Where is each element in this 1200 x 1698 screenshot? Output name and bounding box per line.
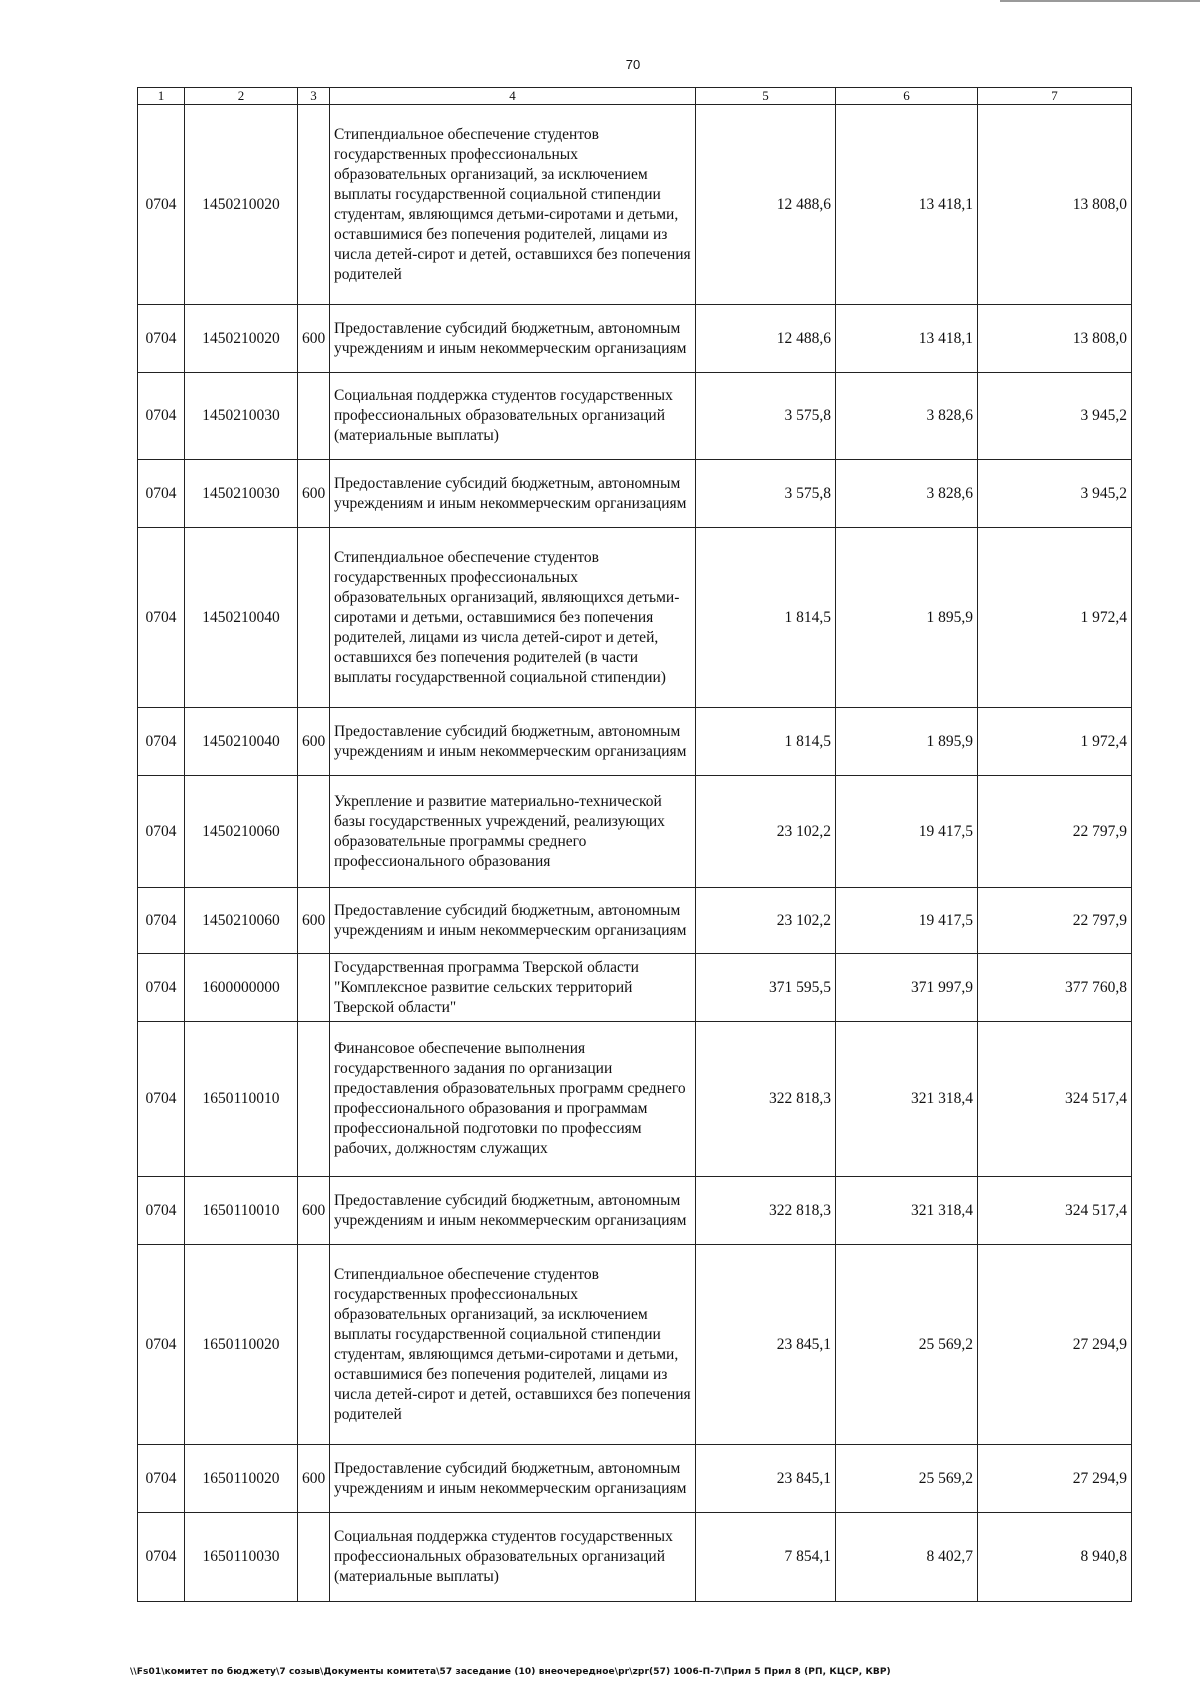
amount-year-1: 23 845,1 (696, 1245, 836, 1445)
amount-year-3: 3 945,2 (978, 373, 1132, 460)
table-row (138, 528, 1132, 708)
item-description: Предоставление субсидий бюджетным, автономным учреждениям и иным некоммерческим организациям (330, 888, 696, 954)
table-row (138, 305, 1132, 373)
table-row (138, 954, 1132, 1022)
item-description: Социальная поддержка студентов государственных профессиональных образовательных организаций (материальные выплаты) (330, 373, 696, 460)
target-article-code: 1450210040 (185, 528, 298, 708)
amount-year-3: 3 945,2 (978, 460, 1132, 528)
amount-year-1: 23 102,2 (696, 776, 836, 888)
item-description: Предоставление субсидий бюджетным, автономным учреждениям и иным некоммерческим организациям (330, 1177, 696, 1245)
budget-table (137, 87, 1132, 1602)
target-article-code: 1650110010 (185, 1022, 298, 1177)
item-description: Стипендиальное обеспечение студентов государственных профессиональных образовательных организаций, за исключением выплаты государственной социальной стипендии студентам, являющимся детьми-сиротами и детьми, оставшимися без попечения родителей, лицами из числа детей-сирот и детей, оставшихся без попечения родителей (330, 105, 696, 305)
amount-year-1: 3 575,8 (696, 373, 836, 460)
expense-type-code: 600 (298, 1177, 330, 1245)
section-code: 0704 (138, 776, 185, 888)
section-code: 0704 (138, 954, 185, 1022)
target-article-code: 1450210020 (185, 105, 298, 305)
section-code: 0704 (138, 528, 185, 708)
amount-year-2: 8 402,7 (836, 1513, 978, 1602)
section-code: 0704 (138, 708, 185, 776)
amount-year-1: 371 595,5 (696, 954, 836, 1022)
expense-type-code: 600 (298, 708, 330, 776)
target-article-code: 1650110010 (185, 1177, 298, 1245)
section-code: 0704 (138, 1022, 185, 1177)
table-row (138, 1445, 1132, 1513)
item-description: Предоставление субсидий бюджетным, автономным учреждениям и иным некоммерческим организациям (330, 305, 696, 373)
amount-year-2: 13 418,1 (836, 305, 978, 373)
target-article-code: 1450210060 (185, 888, 298, 954)
amount-year-1: 1 814,5 (696, 528, 836, 708)
table-row (138, 1177, 1132, 1245)
section-code: 0704 (138, 305, 185, 373)
column-header: 5 (696, 88, 836, 105)
amount-year-1: 322 818,3 (696, 1177, 836, 1245)
item-description: Социальная поддержка студентов государственных профессиональных образовательных организаций (материальные выплаты) (330, 1513, 696, 1602)
amount-year-2: 19 417,5 (836, 888, 978, 954)
target-article-code: 1450210030 (185, 460, 298, 528)
table-row (138, 708, 1132, 776)
amount-year-3: 324 517,4 (978, 1177, 1132, 1245)
amount-year-3: 324 517,4 (978, 1022, 1132, 1177)
amount-year-2: 13 418,1 (836, 105, 978, 305)
amount-year-3: 22 797,9 (978, 776, 1132, 888)
expense-type-code: 600 (298, 1445, 330, 1513)
expense-type-code (298, 954, 330, 1022)
expense-type-code: 600 (298, 460, 330, 528)
section-code: 0704 (138, 1445, 185, 1513)
item-description: Укрепление и развитие материально-технической базы государственных учреждений, реализующих образовательные программы среднего профессионального образования (330, 776, 696, 888)
table-row (138, 373, 1132, 460)
target-article-code: 1650110020 (185, 1245, 298, 1445)
column-header: 4 (330, 88, 696, 105)
table-row (138, 105, 1132, 305)
section-code: 0704 (138, 105, 185, 305)
column-header: 6 (836, 88, 978, 105)
expense-type-code (298, 776, 330, 888)
item-description: Стипендиальное обеспечение студентов государственных профессиональных образовательных организаций, за исключением выплаты государственной социальной стипендии студентам, являющимся детьми-сиротами и детьми, оставшимися без попечения родителей, лицами из числа детей-сирот и детей, оставшихся без попечения родителей (330, 1245, 696, 1445)
section-code: 0704 (138, 460, 185, 528)
expense-type-code (298, 1022, 330, 1177)
amount-year-3: 22 797,9 (978, 888, 1132, 954)
amount-year-3: 1 972,4 (978, 528, 1132, 708)
target-article-code: 1650110020 (185, 1445, 298, 1513)
amount-year-1: 12 488,6 (696, 305, 836, 373)
amount-year-2: 1 895,9 (836, 708, 978, 776)
amount-year-1: 23 845,1 (696, 1445, 836, 1513)
item-description: Предоставление субсидий бюджетным, автономным учреждениям и иным некоммерческим организациям (330, 1445, 696, 1513)
amount-year-1: 322 818,3 (696, 1022, 836, 1177)
section-code: 0704 (138, 1513, 185, 1602)
amount-year-1: 7 854,1 (696, 1513, 836, 1602)
expense-type-code (298, 1245, 330, 1445)
table-row (138, 888, 1132, 954)
section-code: 0704 (138, 373, 185, 460)
amount-year-2: 1 895,9 (836, 528, 978, 708)
amount-year-2: 371 997,9 (836, 954, 978, 1022)
page-number: 70 (625, 57, 641, 72)
amount-year-2: 19 417,5 (836, 776, 978, 888)
amount-year-1: 12 488,6 (696, 105, 836, 305)
amount-year-1: 23 102,2 (696, 888, 836, 954)
item-description: Предоставление субсидий бюджетным, автономным учреждениям и иным некоммерческим организациям (330, 460, 696, 528)
amount-year-2: 3 828,6 (836, 460, 978, 528)
target-article-code: 1450210040 (185, 708, 298, 776)
amount-year-1: 1 814,5 (696, 708, 836, 776)
section-code: 0704 (138, 888, 185, 954)
amount-year-2: 321 318,4 (836, 1022, 978, 1177)
amount-year-3: 377 760,8 (978, 954, 1132, 1022)
amount-year-3: 27 294,9 (978, 1445, 1132, 1513)
amount-year-3: 13 808,0 (978, 105, 1132, 305)
table-row (138, 1513, 1132, 1602)
amount-year-2: 25 569,2 (836, 1445, 978, 1513)
document-file-path: \\Fs01\комитет по бюджету\7 созыв\Документы комитета\57 заседание (10) внеочередное\pr\zpr(57) 1006-П-7\Прил 5 Прил 8 (РП, КЦСР, КВР) (130, 1667, 891, 1677)
amount-year-2: 321 318,4 (836, 1177, 978, 1245)
amount-year-3: 8 940,8 (978, 1513, 1132, 1602)
target-article-code: 1450210060 (185, 776, 298, 888)
column-header: 3 (298, 88, 330, 105)
expense-type-code (298, 373, 330, 460)
target-article-code: 1450210030 (185, 373, 298, 460)
amount-year-3: 13 808,0 (978, 305, 1132, 373)
top-edge-rule (1000, 0, 1200, 2)
column-number-row (138, 88, 1132, 105)
column-header: 7 (978, 88, 1132, 105)
column-header: 2 (185, 88, 298, 105)
table-row (138, 460, 1132, 528)
target-article-code: 1600000000 (185, 954, 298, 1022)
expense-type-code (298, 105, 330, 305)
expense-type-code: 600 (298, 305, 330, 373)
amount-year-1: 3 575,8 (696, 460, 836, 528)
target-article-code: 1650110030 (185, 1513, 298, 1602)
expense-type-code: 600 (298, 888, 330, 954)
item-description: Государственная программа Тверской области "Комплексное развитие сельских территорий Тверской области" (330, 954, 696, 1022)
target-article-code: 1450210020 (185, 305, 298, 373)
amount-year-2: 3 828,6 (836, 373, 978, 460)
amount-year-3: 1 972,4 (978, 708, 1132, 776)
amount-year-2: 25 569,2 (836, 1245, 978, 1445)
section-code: 0704 (138, 1245, 185, 1445)
expense-type-code (298, 1513, 330, 1602)
column-header: 1 (138, 88, 185, 105)
amount-year-3: 27 294,9 (978, 1245, 1132, 1445)
table-row (138, 776, 1132, 888)
table-row (138, 1022, 1132, 1177)
table-row (138, 1245, 1132, 1445)
expense-type-code (298, 528, 330, 708)
section-code: 0704 (138, 1177, 185, 1245)
item-description: Финансовое обеспечение выполнения государственного задания по организации предоставления образовательных программ среднего профессионального образования и программам профессиональной подготовки по профессиям рабочих, должностям служащих (330, 1022, 696, 1177)
item-description: Стипендиальное обеспечение студентов государственных профессиональных образовательных организаций, являющихся детьми-сиротами и детьми, оставшимися без попечения родителей, лицами из числа детей-сирот и детей, оставшихся без попечения родителей (в части выплаты государственной социальной стипендии) (330, 528, 696, 708)
item-description: Предоставление субсидий бюджетным, автономным учреждениям и иным некоммерческим организациям (330, 708, 696, 776)
